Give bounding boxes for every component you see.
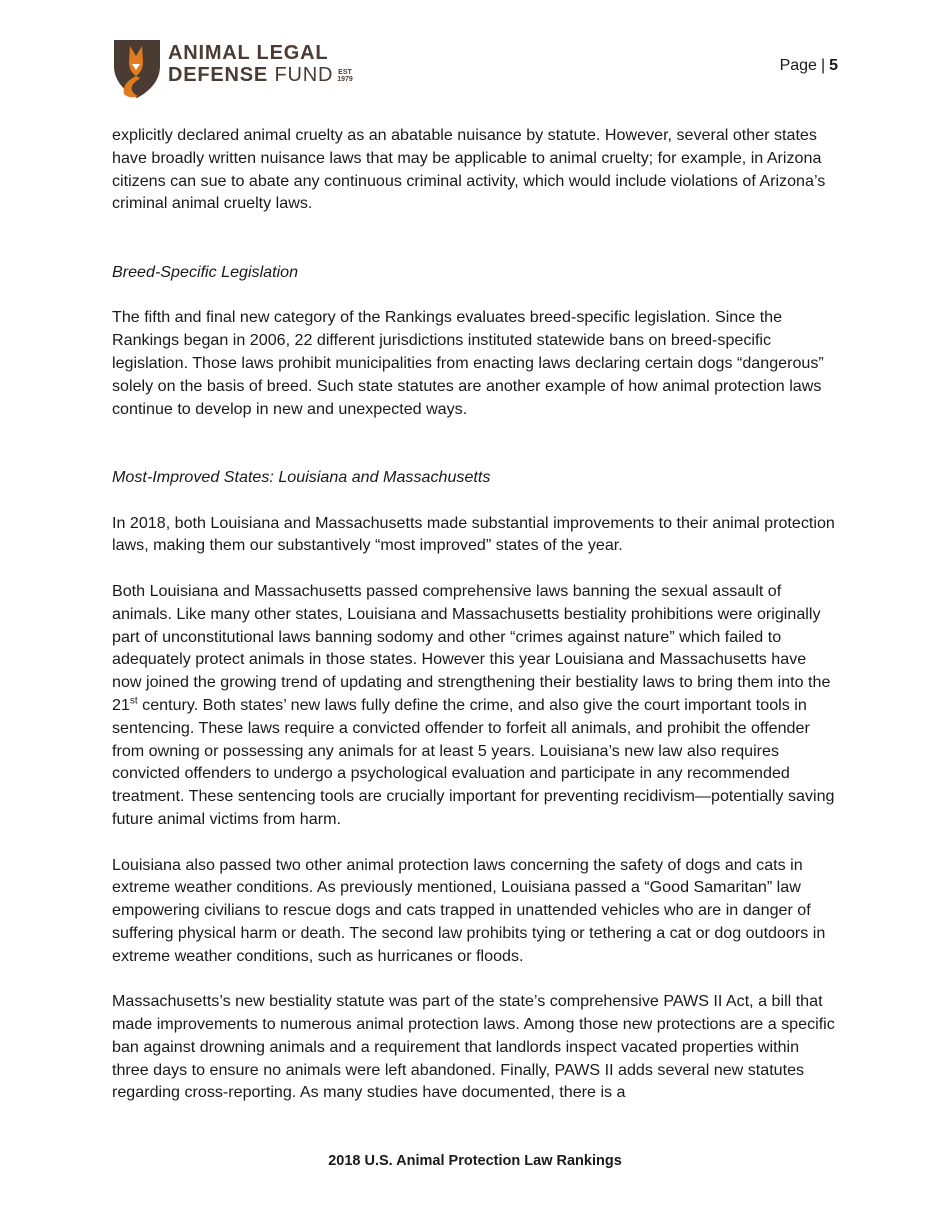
- footer-title: 2018 U.S. Animal Protection Law Rankings: [328, 1153, 622, 1169]
- section-heading-bsl: Breed-Specific Legislation: [112, 262, 299, 281]
- logo-est-year: 1979: [337, 75, 353, 83]
- logo-defense: DEFENSE: [168, 64, 269, 86]
- bsl-paragraph: The fifth and final new category of the Rankings evaluates breed-specific legislation. Since the Rankings began in 2006, 22 different jurisdictions instituted statewide bans on breed-specific legislation. Those laws prohibit municipalities from enacting laws declaring certain dogs “dangerous” solely on the basis of breed. Such state statutes are another example of how animal protection laws continue to develop in new and unexpected ways.: [112, 308, 824, 418]
- most-improved-paragraph-2: [112, 580, 838, 831]
- page-number-value: 5: [829, 57, 838, 74]
- logo-line-1: ANIMAL LEGAL: [168, 42, 329, 64]
- paragraph-2-part-a: Both Louisiana and Massachusetts passed comprehensive laws banning the sexual assault of animals. Like many other states, Louisiana and Massachusetts bestiality prohibitions were originally part of unconstitutional laws banning sodomy and other “crimes against nature” which failed to adequately protect animals in those states. However this year Louisiana and Massachusetts have now joined the growing trend of updating and strengthening their bestiality laws to bring them into the 21: [112, 581, 831, 714]
- most-improved-paragraph-4: Massachusetts’s new bestiality statute was part of the state’s comprehensive PAWS II Act, a bill that made improvements to numerous animal protection laws. Among those new protections are a specific ban against drowning animals and a requirement that landlords inspect vacated properties within three days to ensure no animals were left abandoned. Finally, PAWS II adds several new statutes regarding cross-reporting. As many studies have documented, there is a: [112, 992, 835, 1102]
- page-separator: |: [820, 57, 826, 74]
- logo-fund: FUND: [274, 64, 334, 86]
- document-body: [112, 124, 838, 1127]
- logo-est-label: EST: [338, 68, 352, 76]
- fox-shield-icon: [112, 36, 162, 100]
- section-heading-most-improved: Most-Improved States: Louisiana and Massachusetts: [112, 467, 491, 486]
- aldf-logo: [112, 36, 362, 100]
- ordinal-suffix: st: [129, 695, 138, 707]
- most-improved-paragraph-3: Louisiana also passed two other animal protection laws concerning the safety of dogs and cats in extreme weather conditions. As previously mentioned, Louisiana passed a “Good Samaritan” law empowering civilians to rescue dogs and cats trapped in unattended vehicles who are in danger of suffering physical harm or death. The second law prohibits tying or tethering a cat or dog outdoors in extreme weather conditions, such as hurricanes or floods.: [112, 855, 826, 965]
- page-number: [780, 57, 838, 75]
- logo-wordmark: [168, 42, 353, 86]
- page-label: Page: [779, 57, 817, 74]
- most-improved-paragraph-1: In 2018, both Louisiana and Massachusetts made substantial improvements to their animal protection laws, making them our substantively “most improved” states of the year.: [112, 513, 835, 555]
- intro-paragraph: explicitly declared animal cruelty as an abatable nuisance by statute. However, several other states have broadly written nuisance laws that may be applicable to animal cruelty; for example, in Arizona citizens can sue to abate any continuous criminal activity, which would include violations of Arizona’s criminal animal cruelty laws.: [112, 126, 826, 213]
- paragraph-2-part-b: century. Both states’ new laws fully define the crime, and also give the court important tools in sentencing. These laws require a convicted offender to forfeit all animals, and prohibit the offender from owning or possessing any animals for at least 5 years. Louisiana’s new law also requires convicted offenders to undergo a psychological evaluation and participate in any recommended treatment. These sentencing tools are crucially important for preventing recidivism—potentially saving future animal victims from harm.: [112, 695, 835, 828]
- logo-established: [337, 69, 353, 83]
- logo-line-2: [168, 64, 353, 86]
